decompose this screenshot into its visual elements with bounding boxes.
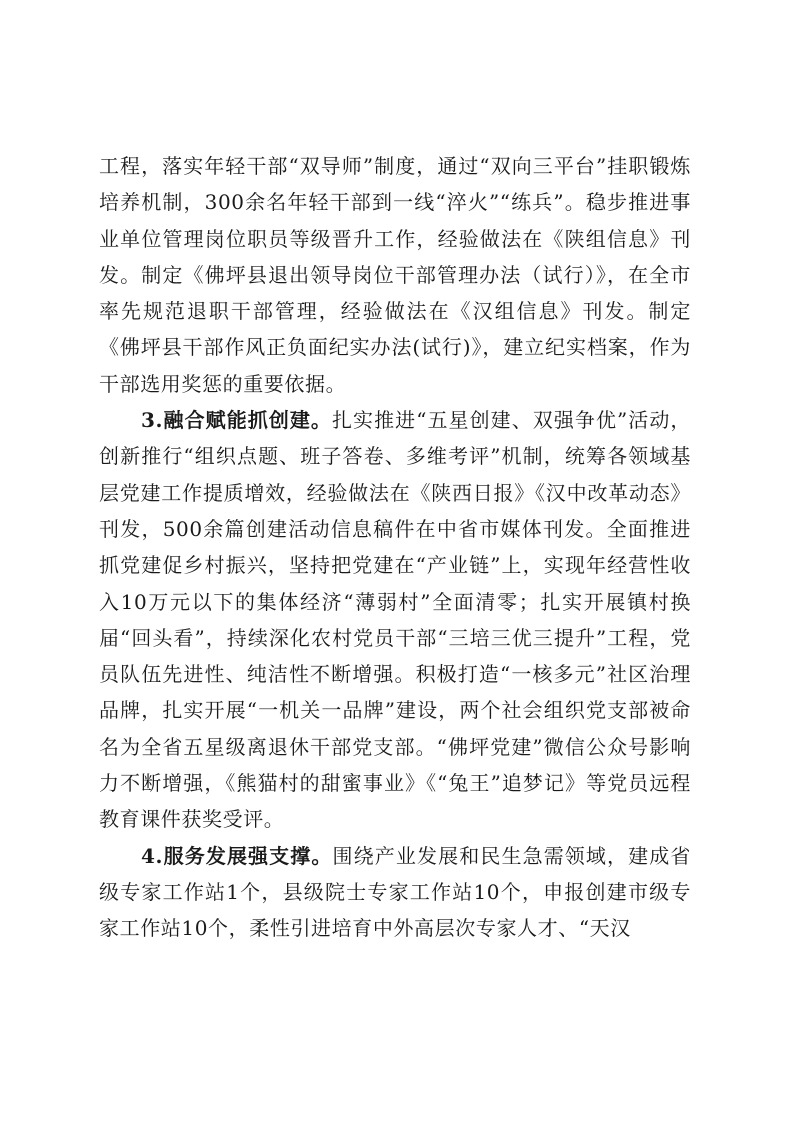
paragraph-heading: 3.融合赋能抓创建。 bbox=[141, 408, 332, 433]
paragraph-text: 工程，落实年轻干部“双导师”制度，通过“双向三平台”挂职锻炼培养机制，300余名年轻干部到一线“淬火”“练兵”。稳步推进事业单位管理岗位职员等级晋升工作，经验做法在《陕组信息》刊发。制定《佛坪县退出领导岗位干部管理办法（试行）》，在全市率先规范退职干部管理，经验做法在《汉组信息》刊发。制定《佛坪县干部作风正负面纪实办法(试行)》，建立纪实档案，作为干部选用奖惩的重要依据。 bbox=[99, 154, 691, 396]
paragraph-cadre-management bbox=[99, 148, 691, 402]
paragraph-service-development bbox=[99, 838, 691, 947]
paragraph-integration-empowerment bbox=[99, 402, 691, 838]
paragraph-heading: 4.服务发展强支撑。 bbox=[141, 843, 333, 868]
document-body bbox=[99, 148, 691, 947]
paragraph-text: 扎实推进“五星创建、双强争优”活动，创新推行“组织点题、班子答卷、多维考评”机制，统筹各领域基层党建工作提质增效，经验做法在《陕西日报》《汉中改革动态》刊发，500余篇创建活动信息稿件在中省市媒体刊发。全面推进抓党建促乡村振兴，坚持把党建在“产业链”上，实现年经营性收入10万元以下的集体经济“薄弱村”全面清零；扎实开展镇村换届“回头看”，持续深化农村党员干部“三培三优三提升”工程，党员队伍先进性、纯洁性不断增强。积极打造“一核多元”社区治理品牌，扎实开展“一机关一品牌”建设，两个社会组织党支部被命名为全省五星级离退休干部党支部。“佛坪党建”微信公众号影响力不断增强，《熊猫村的甜蜜事业》《“兔王”追梦记》等党员远程教育课件获奖受评。 bbox=[99, 408, 691, 832]
paragraph-text: 围绕产业发展和民生急需领域，建成省级专家工作站1个，县级院士专家工作站10个，申报创建市级专家工作站10个，柔性引进培育中外高层次专家人才、“天汉 bbox=[99, 843, 691, 941]
